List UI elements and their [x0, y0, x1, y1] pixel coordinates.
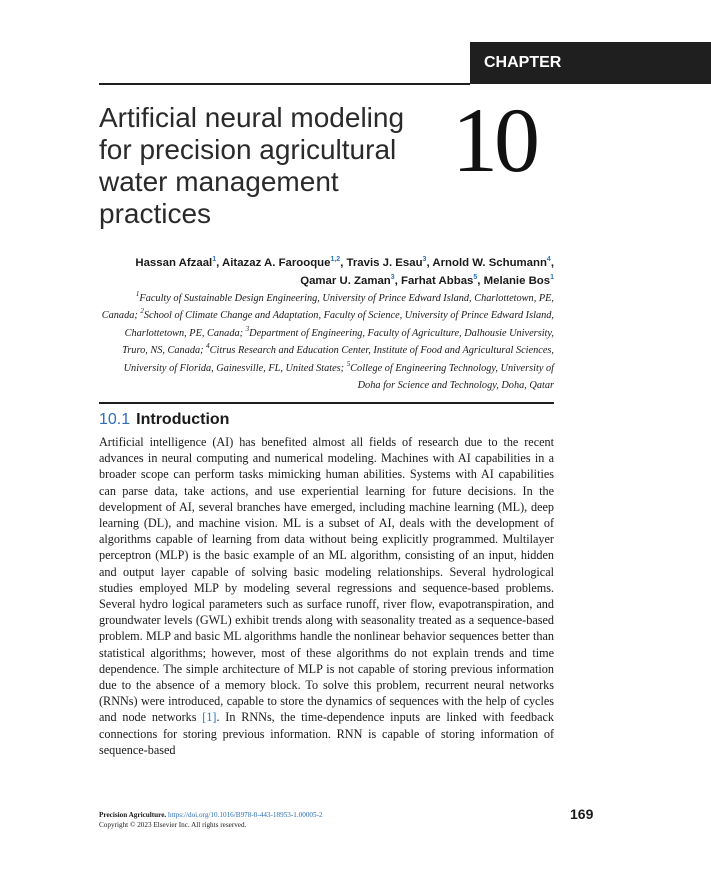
author-affiliation-marker[interactable]: 5	[473, 274, 478, 281]
author-affiliation-marker[interactable]: 3	[422, 256, 427, 263]
chapter-tab: CHAPTER	[470, 42, 711, 84]
author: Travis J. Esau	[346, 257, 423, 269]
author-separator: ,	[477, 275, 484, 287]
section-rule	[99, 402, 554, 404]
author-separator: ,	[550, 257, 554, 269]
body-paragraph	[99, 434, 554, 758]
section-title: Introduction	[136, 411, 230, 428]
doi-link[interactable]: https://doi.org/10.1016/B978-0-443-18953-1.00005-2	[168, 811, 323, 819]
affiliation-text: Department of Engineering, Faculty of Agriculture, Dalhousie University, Truro, NS, Canada;	[122, 327, 554, 357]
author: Melanie Bos	[483, 275, 551, 287]
author: Qamar U. Zaman	[300, 275, 391, 287]
author: Farhat Abbas	[401, 275, 474, 287]
author-affiliation-marker[interactable]: 1	[550, 274, 554, 281]
author-affiliation-marker[interactable]: 4	[546, 256, 551, 263]
author-affiliation-marker[interactable]: 1	[212, 256, 217, 263]
copyright: Copyright © 2023 Elsevier Inc. All rights reserved.	[99, 821, 247, 829]
affiliation-text: Citrus Research and Education Center, Institute of Food and Agricultural Sciences, University of Florida, Gainesville, FL, United States;	[123, 345, 554, 374]
affiliations	[99, 290, 554, 394]
body-text-part: Artificial intelligence (AI) has benefited almost all fields of research due to the recent advances in neural computing and numerical modeling. Machines with AI capabilities in a broader scope can perform tasks mimicking human abilities. Systems with AI capabilities can parse data, take actions, and use experiential learning for future decisions. In the development of AI, several branches have emerged, including machine learning (ML), deep learning (DL), and machine vision. ML is a subset of AI, deals with the development of algorithms capable of learning from data without being explicitly programmed. Multilayer perceptron (MLP) is the basic example of an ML algorithm, consisting of an input, hidden and output layer capable of solving basic modeling relationships. Several hydrological studies employed MLP by modeling several regressions and sequence-based problems. Several hydro logical parameters such as surface runoff, river flow, evapotranspiration, and groundwater levels (GWL) exhibit trends along with seasonality treated as a sequence-based problem. MLP and basic ML algorithms handle the nonlinear behavior sequences better than statistical algorithms; however, most of these algorithms do not explain trends and time dependence. The simple architecture of MLP is not capable of storing previous information due to the absence of a memory block. To solve this problem, recurrent neural networks (RNNs) were introduced, capable to store the dynamics of sequences with the help of cycles and node networks	[99, 435, 554, 725]
body-text-part: . In RNNs, the time-dependence inputs are linked with feedback connections for storing previous information. RNN is capable of storing information of sequence-based	[99, 710, 554, 757]
author: Arnold W. Schumann	[432, 257, 547, 269]
footer-source-line	[99, 810, 399, 820]
affiliation-marker: 1	[135, 290, 140, 298]
section-number: 10.1	[99, 411, 131, 428]
affiliation-text: School of Climate Change and Adaptation, Faculty of Science, University of Prince Edward Island, Charlottetown, PE, Canada;	[124, 310, 554, 339]
footer	[99, 810, 399, 830]
affiliation-marker: 4	[206, 342, 210, 351]
chapter-title: Artificial neural modeling for precision agricultural water management practices	[99, 102, 405, 229]
affiliation-marker: 2	[140, 307, 144, 316]
book-name: Precision Agriculture.	[99, 811, 167, 819]
affiliation-marker: 3	[245, 324, 250, 333]
author-separator: ,	[394, 275, 401, 287]
author: Hassan Afzaal	[135, 257, 213, 269]
author-affiliation-marker[interactable]: 3	[390, 274, 395, 281]
section-heading	[99, 409, 229, 431]
affiliation-text: College of Engineering Technology, University of Doha for Science and Technology, Doha, Qatar	[350, 362, 554, 392]
top-rule	[99, 83, 470, 85]
author-affiliation-marker[interactable]: 1,2	[330, 256, 341, 263]
chapter-number: 10	[452, 89, 536, 191]
author-list	[99, 254, 554, 290]
affiliation-text: Faculty of Sustainable Design Engineering, University of Prince Edward Island, Charlottetown, PE, Canada;	[101, 293, 554, 322]
author: Aitazaz A. Farooque	[222, 257, 331, 269]
author-separator: ,	[216, 257, 223, 269]
author-separator: ,	[340, 257, 347, 269]
author-separator: ,	[426, 257, 433, 269]
page-number: 169	[570, 806, 594, 822]
affiliation-marker: 5	[346, 359, 351, 368]
citation-link[interactable]: [1]	[202, 710, 217, 725]
